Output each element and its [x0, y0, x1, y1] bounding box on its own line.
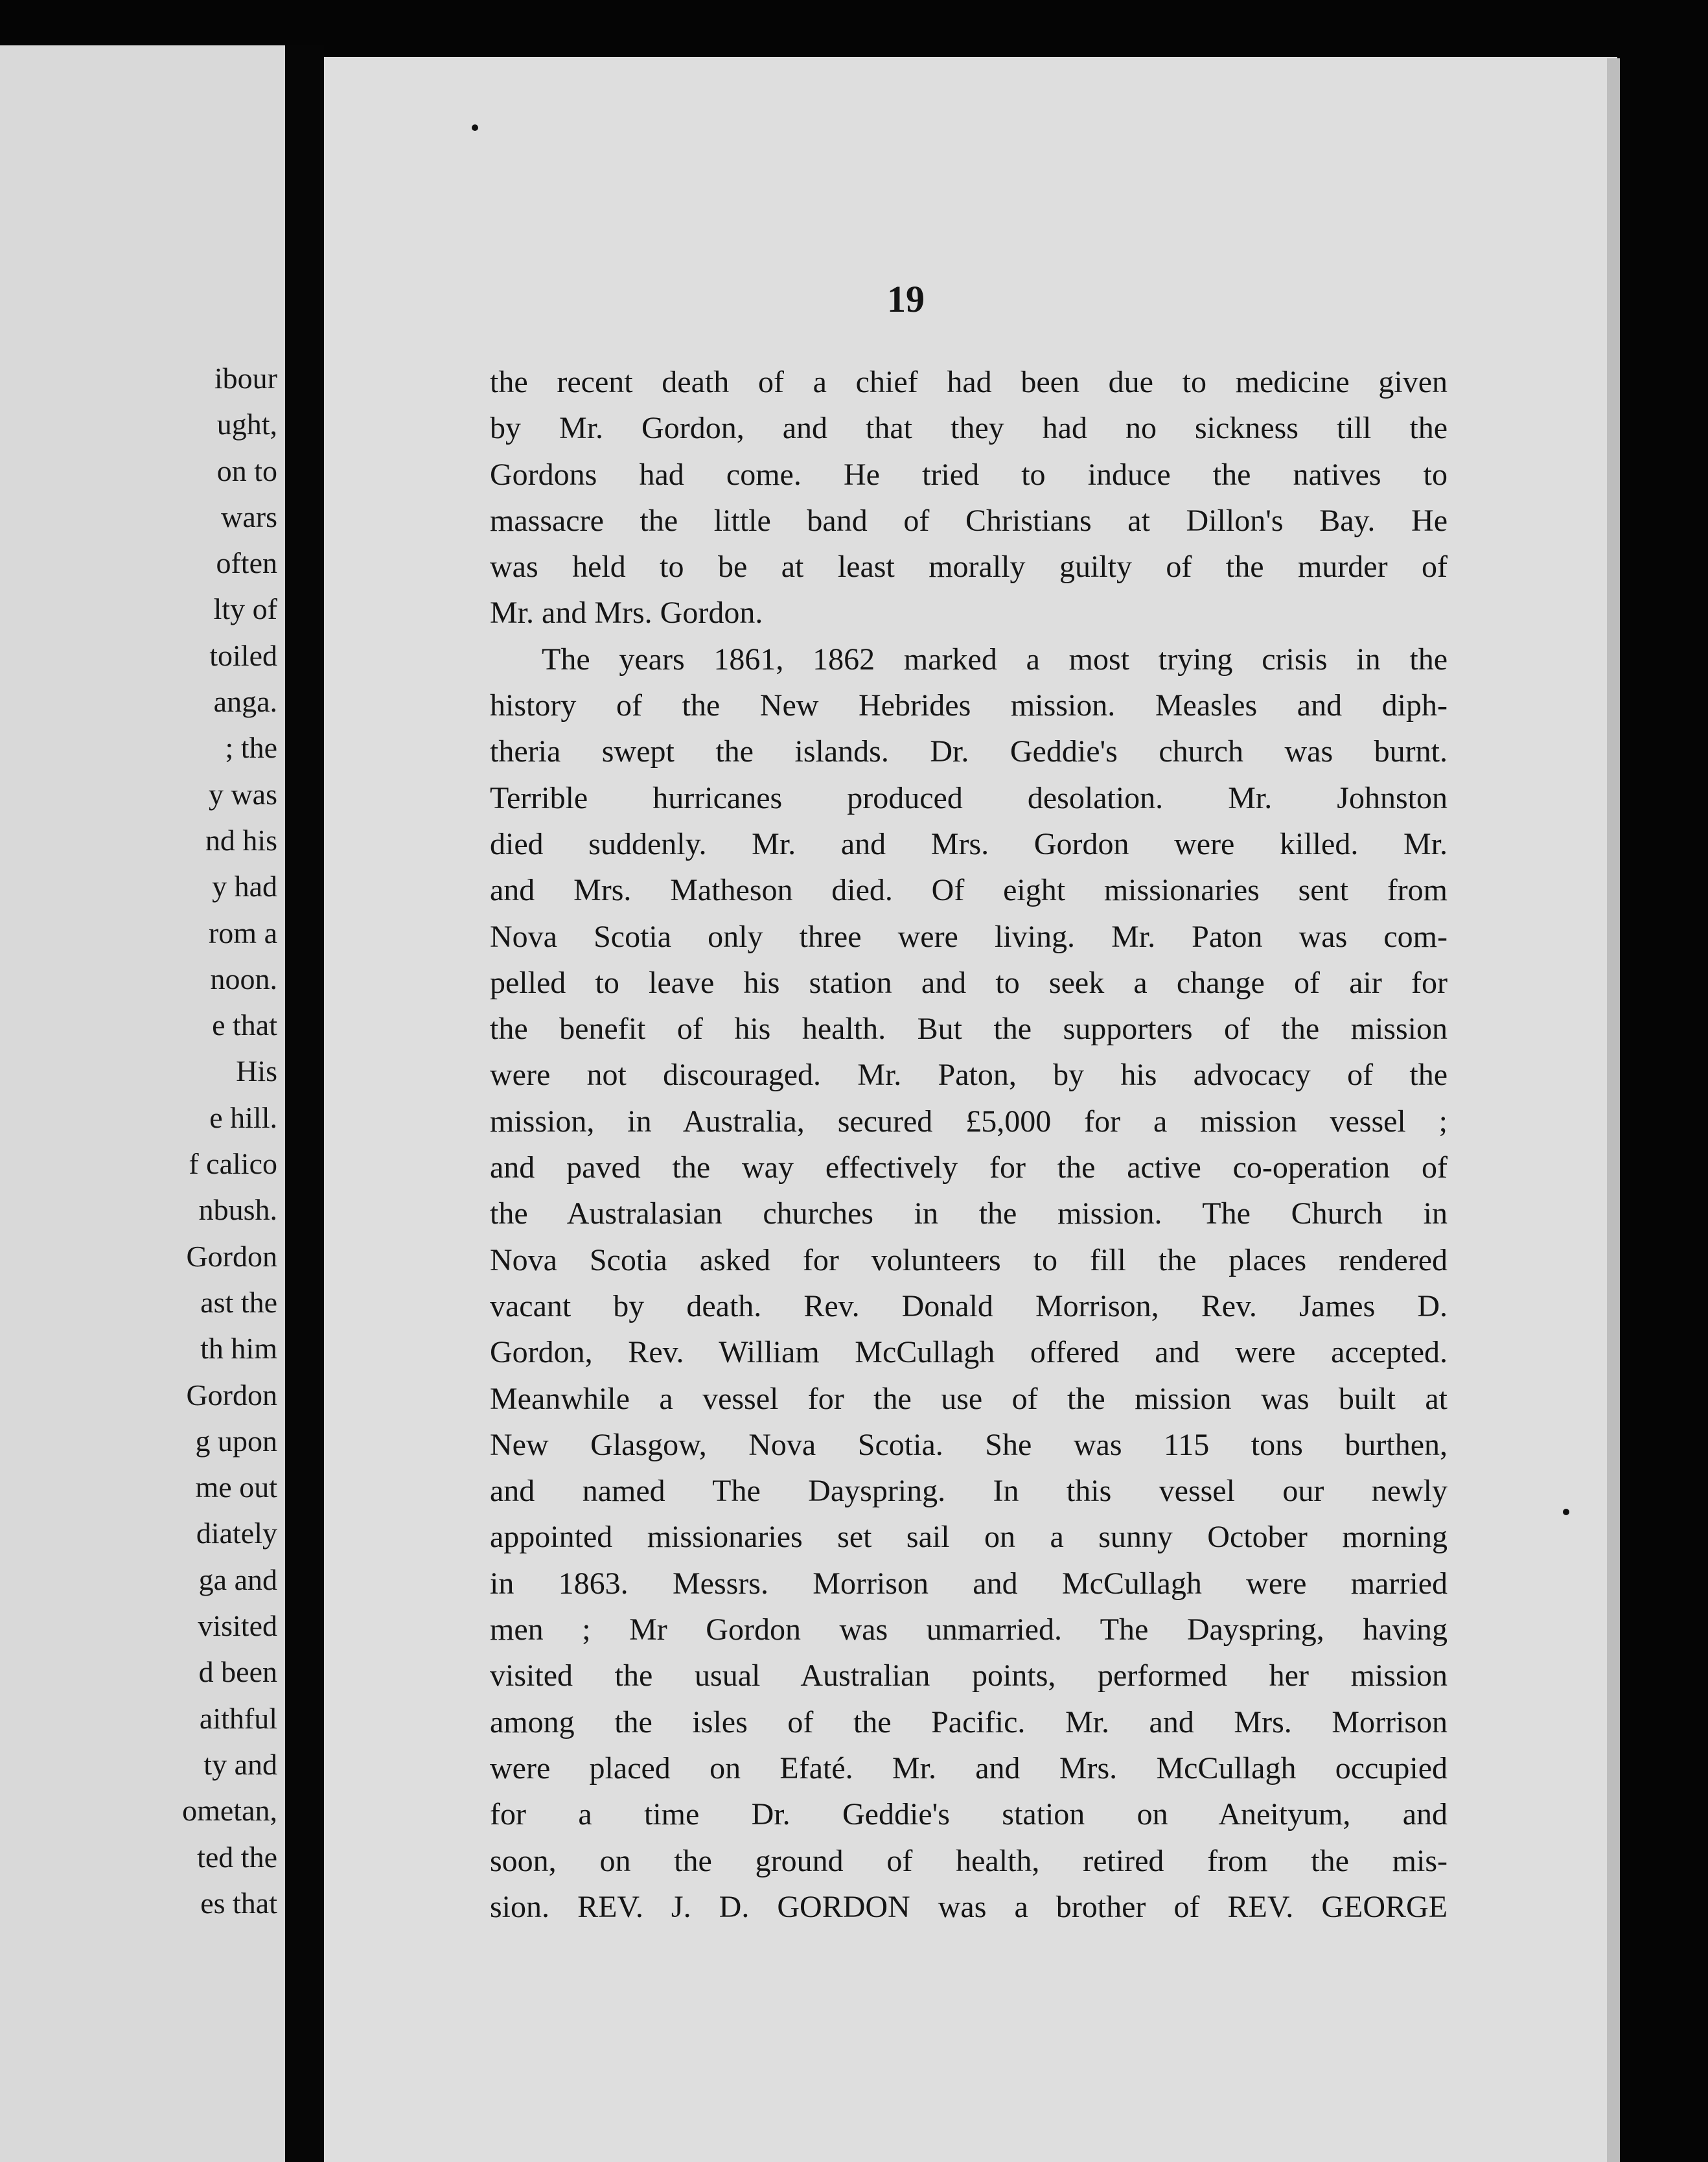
prev-line: y was	[208, 777, 277, 811]
text-line: the Australasian churches in the mission. The Church in	[490, 1196, 1448, 1231]
text-line: and Mrs. Matheson died. Of eight missionaries sent from	[490, 873, 1448, 908]
text-line: the recent death of a chief had been due to medicine given	[490, 365, 1448, 399]
page-edge	[1607, 58, 1620, 2162]
text-line: among the isles of the Pacific. Mr. and Mrs. Morrison	[490, 1704, 1448, 1739]
prev-line: th him	[200, 1332, 277, 1366]
prev-line: nbush.	[198, 1193, 277, 1227]
previous-page	[0, 45, 285, 2162]
book-page	[324, 57, 1617, 2162]
text-line: appointed missionaries set sail on a sunny October morning	[490, 1520, 1448, 1555]
text-line: the benefit of his health. But the supporters of the mission	[490, 1012, 1448, 1047]
prev-line: diately	[196, 1517, 277, 1550]
prev-line: ibour	[214, 362, 277, 395]
text-line: for a time Dr. Geddie's station on Aneityum, and	[490, 1797, 1448, 1832]
text-line: were not discouraged. Mr. Paton, by his advocacy of the	[490, 1058, 1448, 1093]
prev-line: ted the	[197, 1840, 277, 1874]
text-line: soon, on the ground of health, retired from the mis-	[490, 1843, 1448, 1878]
previous-page-text	[182, 355, 277, 1926]
text-line: was held to be at least morally guilty of the murder of	[490, 550, 1448, 585]
prev-line: Gordon	[186, 1239, 277, 1273]
prev-line: y had	[212, 870, 277, 903]
text-line: and named The Dayspring. In this vessel our newly	[490, 1474, 1448, 1509]
text-line: died suddenly. Mr. and Mrs. Gordon were killed. Mr.	[490, 826, 1448, 861]
prev-line: aithful	[199, 1701, 277, 1735]
prev-line: often	[216, 546, 277, 580]
text-line: sion. REV. J. D. GORDON was a brother of REV. GEORGE	[490, 1889, 1448, 1924]
binding-divider	[285, 45, 324, 2162]
ink-speck	[1563, 1509, 1569, 1515]
prev-line: e that	[212, 1008, 277, 1042]
text-line: New Glasgow, Nova Scotia. She was 115 tons burthen,	[490, 1427, 1448, 1462]
text-line: Gordon, Rev. William McCullagh offered and were accepted.	[490, 1335, 1448, 1370]
prev-line: es that	[200, 1886, 277, 1920]
prev-line: Gordon	[186, 1378, 277, 1412]
text-line: theria swept the islands. Dr. Geddie's church was burnt.	[490, 734, 1448, 769]
text-line: mission, in Australia, secured £5,000 for a mission vessel ;	[490, 1104, 1448, 1139]
prev-line: ty and	[203, 1747, 277, 1781]
prev-line: d been	[198, 1655, 277, 1689]
prev-line: ; the	[225, 731, 277, 765]
prev-line: e hill.	[209, 1100, 277, 1134]
text-line: The years 1861, 1862 marked a most trying crisis in the	[542, 642, 1448, 677]
text-line: pelled to leave his station and to seek a change of air for	[490, 965, 1448, 1000]
prev-line: His	[236, 1054, 277, 1088]
prev-line: anga.	[213, 685, 277, 719]
prev-line: toiled	[209, 638, 277, 672]
text-line: Terrible hurricanes produced desolation. Mr. Johnston	[490, 780, 1448, 815]
page-number: 19	[887, 278, 925, 320]
prev-line: ast the	[200, 1285, 277, 1319]
prev-line: noon.	[210, 962, 277, 995]
text-line: Gordons had come. He tried to induce the natives to	[490, 457, 1448, 492]
prev-line: wars	[221, 500, 277, 533]
text-line: Mr. and Mrs. Gordon.	[490, 596, 763, 631]
text-line: Nova Scotia asked for volunteers to fill the places rendered	[490, 1242, 1448, 1277]
prev-line: ga and	[198, 1563, 277, 1596]
text-line: history of the New Hebrides mission. Measles and diph-	[490, 688, 1448, 723]
prev-line: ometan,	[182, 1794, 277, 1828]
prev-line: f calico	[189, 1147, 277, 1181]
text-line: men ; Mr Gordon was unmarried. The Dayspring, having	[490, 1612, 1448, 1647]
text-line: in 1863. Messrs. Morrison and McCullagh were married	[490, 1566, 1448, 1601]
prev-line: ught,	[216, 408, 277, 441]
page-body-text	[490, 359, 1448, 1930]
prev-line: on to	[216, 454, 277, 487]
text-line: were placed on Efaté. Mr. and Mrs. McCullagh occupied	[490, 1750, 1448, 1785]
prev-line: rom a	[208, 916, 277, 949]
text-line: visited the usual Australian points, performed her mission	[490, 1658, 1448, 1693]
text-line: and paved the way effectively for the active co-operation of	[490, 1150, 1448, 1185]
prev-line: g upon	[195, 1424, 277, 1458]
prev-line: nd his	[205, 823, 277, 857]
prev-line: lty of	[213, 592, 277, 626]
text-line: massacre the little band of Christians at Dillon's Bay. He	[490, 503, 1448, 538]
prev-line: visited	[198, 1609, 277, 1643]
ink-speck	[472, 124, 478, 131]
text-line: Meanwhile a vessel for the use of the mission was built at	[490, 1381, 1448, 1416]
text-line: vacant by death. Rev. Donald Morrison, Rev. James D.	[490, 1288, 1448, 1323]
text-line: Nova Scotia only three were living. Mr. Paton was com-	[490, 919, 1448, 954]
prev-line: me out	[195, 1470, 277, 1504]
text-line: by Mr. Gordon, and that they had no sickness till the	[490, 411, 1448, 446]
